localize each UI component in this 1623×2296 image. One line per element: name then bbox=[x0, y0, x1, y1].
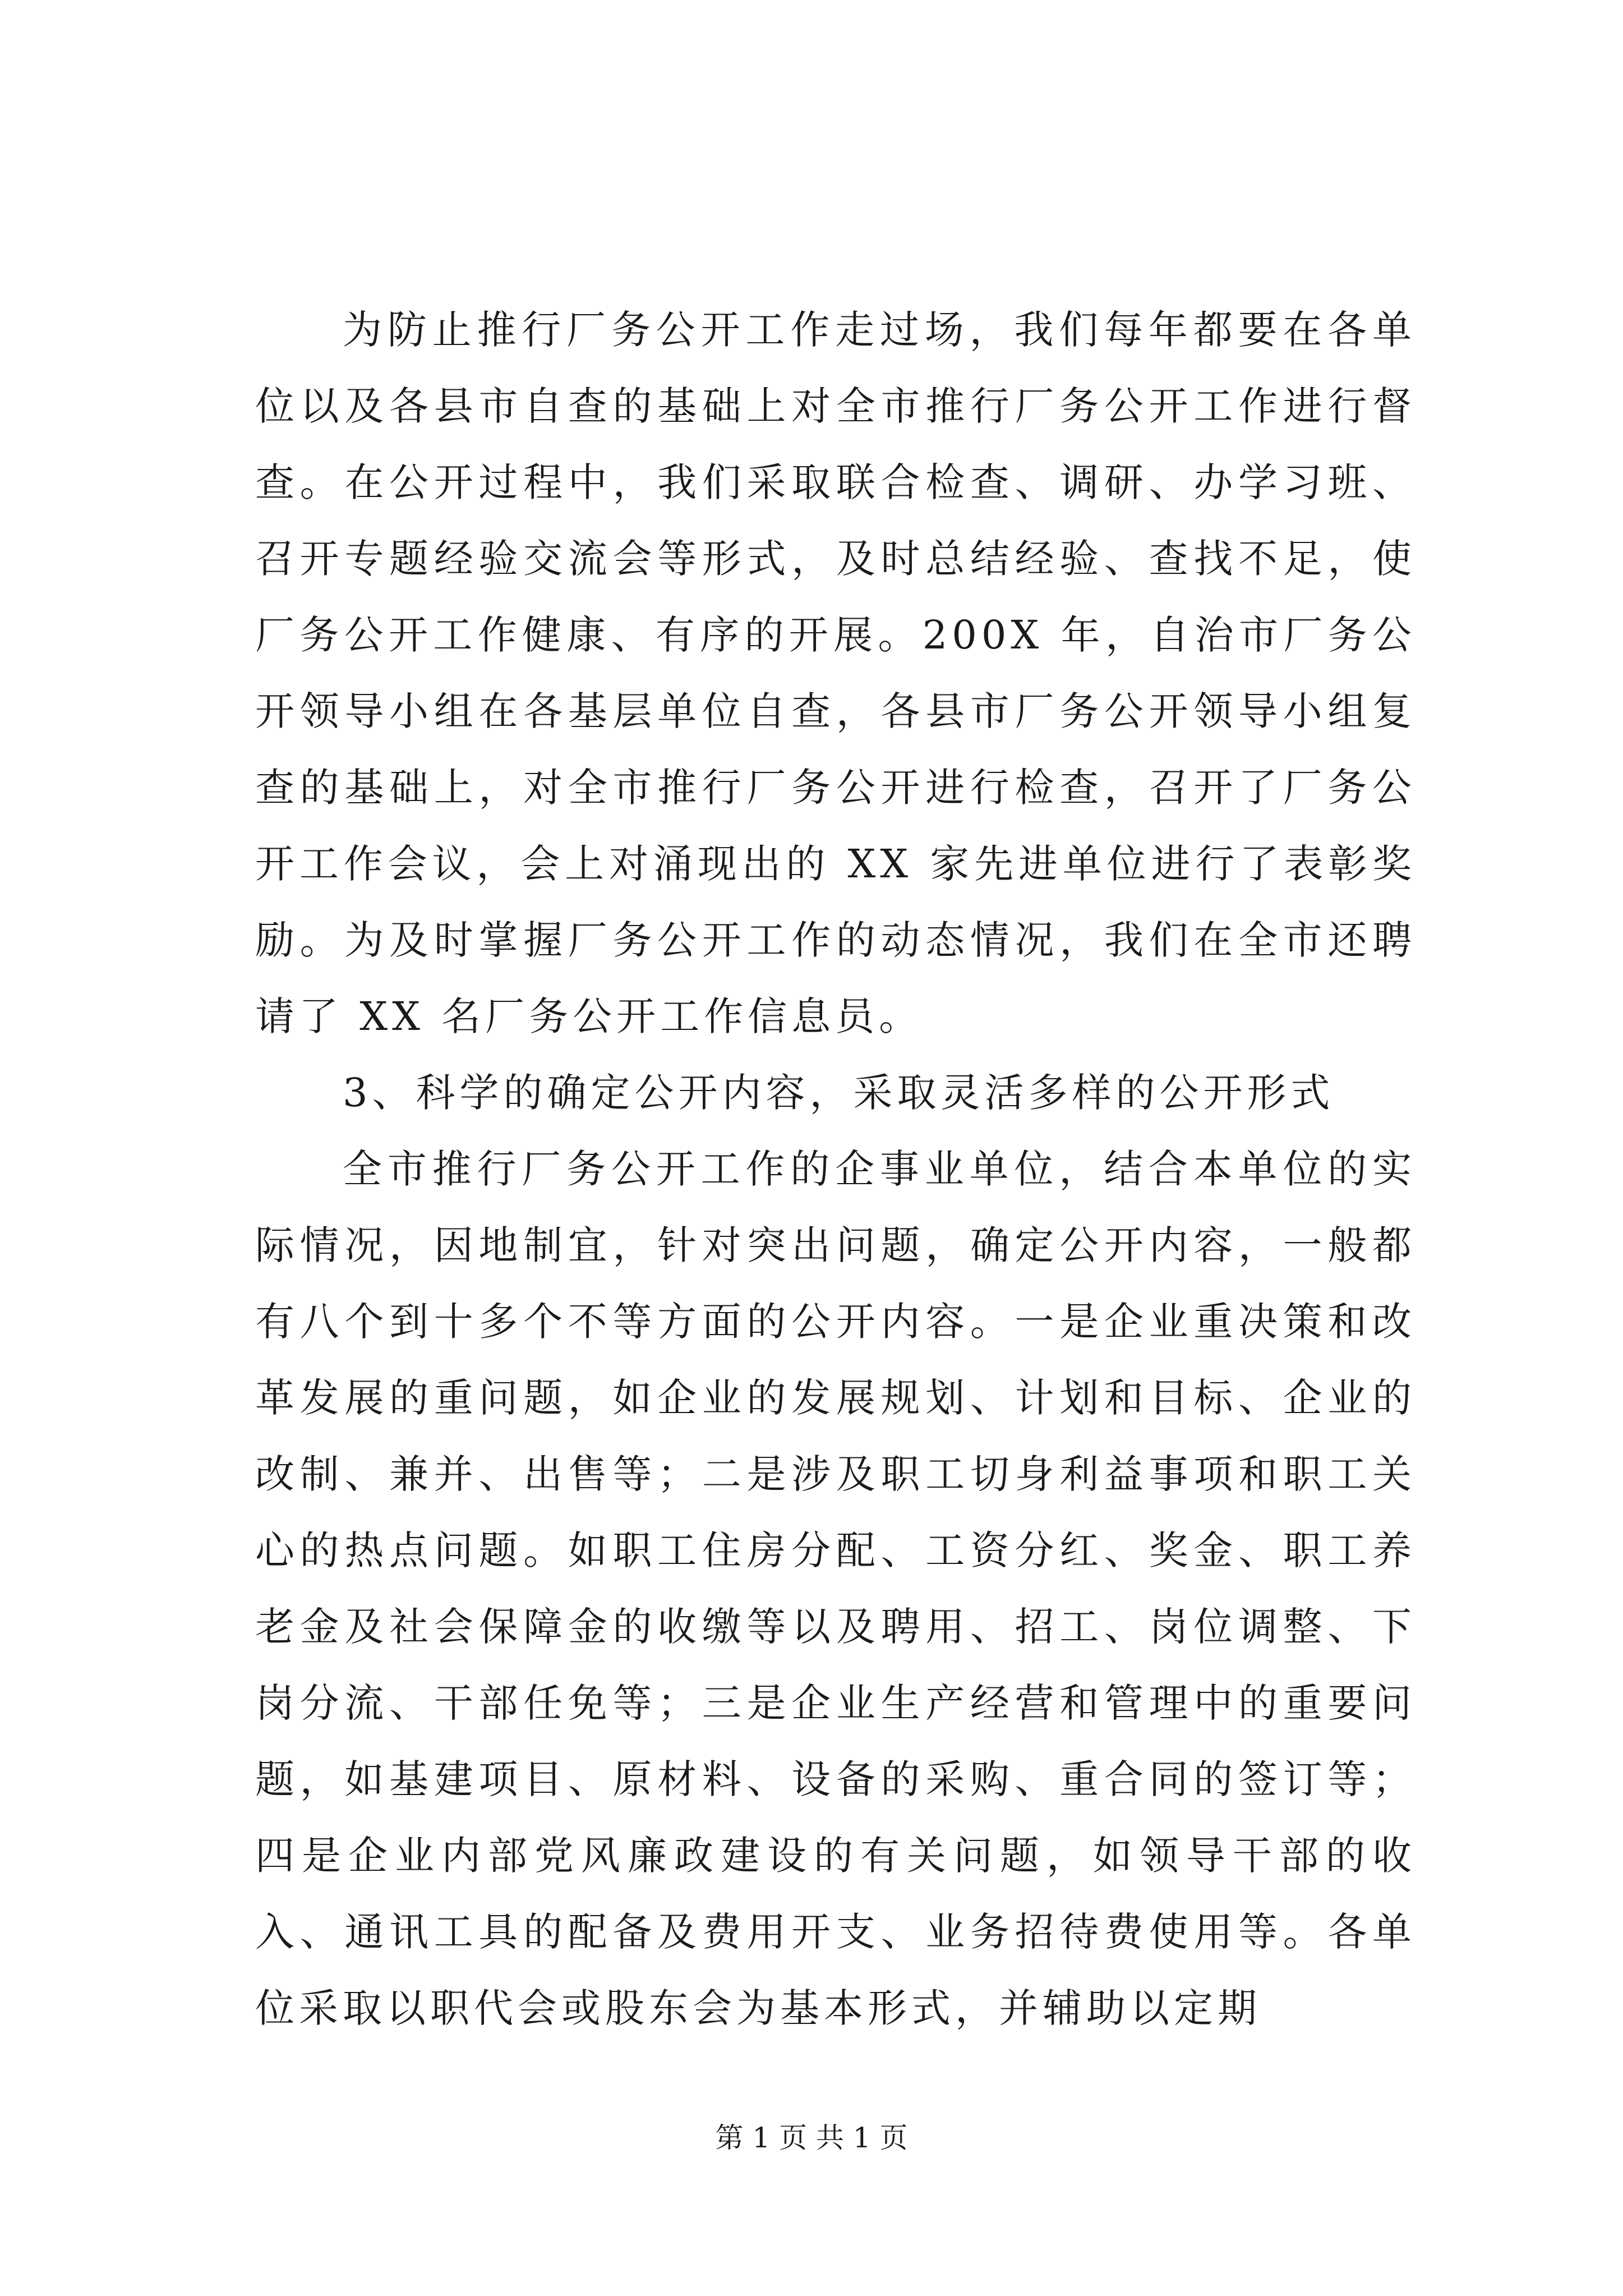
paragraph-1: 为防止推行厂务公开工作走过场，我们每年都要在各单位以及各县市自查的基础上对全市推行厂务公开工作进行督查。在公开过程中，我们采取联合检查、调研、办学习班、召开专题经验交流会等形式，及时总结经验、查找不足，使厂务公开工作健康、有序的开展。200X 年，自治市厂务公开领导小组在各基层单位自查，各县市厂务公开领导小组复查的基础上，对全市推行厂务公开进行检查，召开了厂务公开工作会议，会上对涌现出的 XX 家先进单位进行了表彰奖励。为及时掌握厂务公开工作的动态情况，我们在全市还聘请了 XX 名厂务公开工作信息员。 bbox=[255, 307, 1416, 1039]
section-heading: 3、科学的确定公开内容，采取灵活多样的公开形式 bbox=[343, 1070, 1335, 1116]
page-footer: 第 1 页 共 1 页 bbox=[715, 2122, 908, 2154]
paragraph-2: 全市推行厂务公开工作的企事业单位，结合本单位的实际情况，因地制宜，针对突出问题，确定公开内容，一般都有八个到十多个不等方面的公开内容。一是企业重决策和改革发展的重问题，如企业的发展规划、计划和目标、企业的改制、兼并、出售等；二是涉及职工切身利益事项和职工关心的热点问题。如职工住房分配、工资分红、奖金、职工养老金及社会保障金的收缴等以及聘用、招工、岗位调整、下岗分流、干部任免等；三是企业生产经营和管理中的重要问题，如基建项目、原材料、设备的采购、重合同的签订等；四是企业内部党风廉政建设的有关问题，如领导干部的收入、通讯工具的配备及费用开支、业务招待费使用等。各单位采取以职代会或股东会为基本形式，并辅助以定期 bbox=[255, 1146, 1416, 2031]
document-body bbox=[255, 292, 1416, 2046]
